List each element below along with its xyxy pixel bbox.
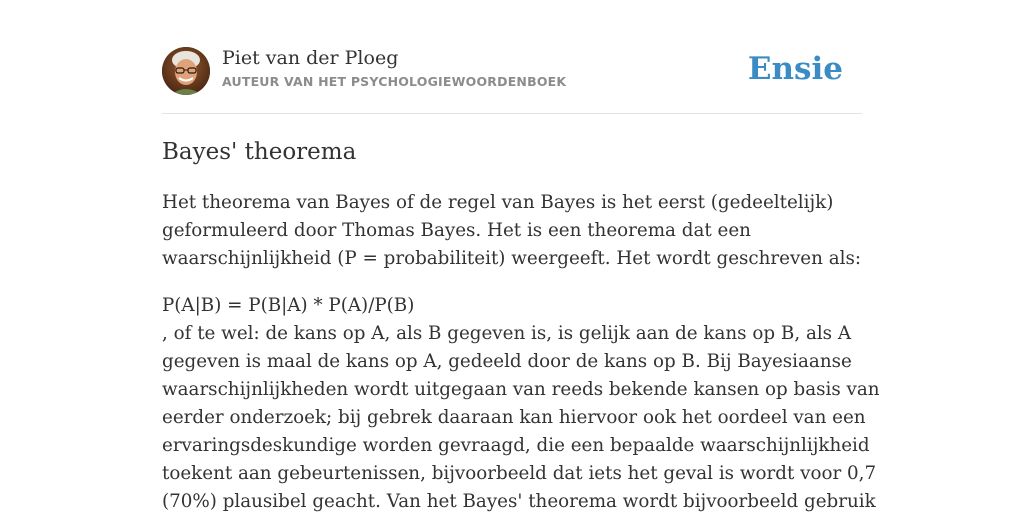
- paragraph-line: , of te wel: de kans op A, als B gegeven is, is gelijk aan de kans op B, als A: [162, 323, 852, 344]
- author-header: [162, 0, 862, 114]
- author-avatar[interactable]: [162, 47, 210, 95]
- paragraph-line: waarschijnlijkheid (P = probabiliteit) weergeeft. Het wordt geschreven als:: [162, 248, 861, 269]
- paragraph-line: Het theorema van Bayes of de regel van Bayes is het eerst (gedeeltelijk): [162, 192, 834, 213]
- paragraph-line: ervaringsdeskundige worden gevraagd, die een bepaalde waarschijnlijkheid: [162, 435, 870, 456]
- author-portrait-icon: [162, 47, 210, 95]
- paragraph-line: waarschijnlijkheden wordt uitgegaan van reeds bekende kansen op basis van: [162, 379, 880, 400]
- ensie-logo[interactable]: Ensie: [747, 51, 843, 87]
- paragraph-line: gegeven is maal de kans op A, gedeeld door de kans op B. Bij Bayesiaanse: [162, 351, 852, 372]
- paragraph-line: geformuleerd door Thomas Bayes. Het is een theorema dat een: [162, 220, 751, 241]
- paragraph-line: (70%) plausibel geacht. Van het Bayes' theorema wordt bijvoorbeeld gebruik: [162, 491, 876, 512]
- paragraph-line: toekent aan gebeurtenissen, bijvoorbeeld dat iets het geval is wordt voor 0,7: [162, 463, 877, 484]
- definition-card: [162, 0, 880, 512]
- paragraph-line: eerder onderzoek; bij gebrek daaraan kan hiervoor ook het oordeel van een: [162, 407, 866, 428]
- paragraph-1: [162, 189, 861, 273]
- page-title: Bayes' theorema: [162, 139, 357, 165]
- formula-line: P(A|B) = P(B|A) * P(A)/P(B): [162, 295, 415, 316]
- author-name[interactable]: Piet van der Ploeg: [222, 47, 399, 69]
- paragraph-2: [162, 292, 880, 512]
- author-role: AUTEUR VAN HET PSYCHOLOGIEWOORDENBOEK: [222, 74, 567, 89]
